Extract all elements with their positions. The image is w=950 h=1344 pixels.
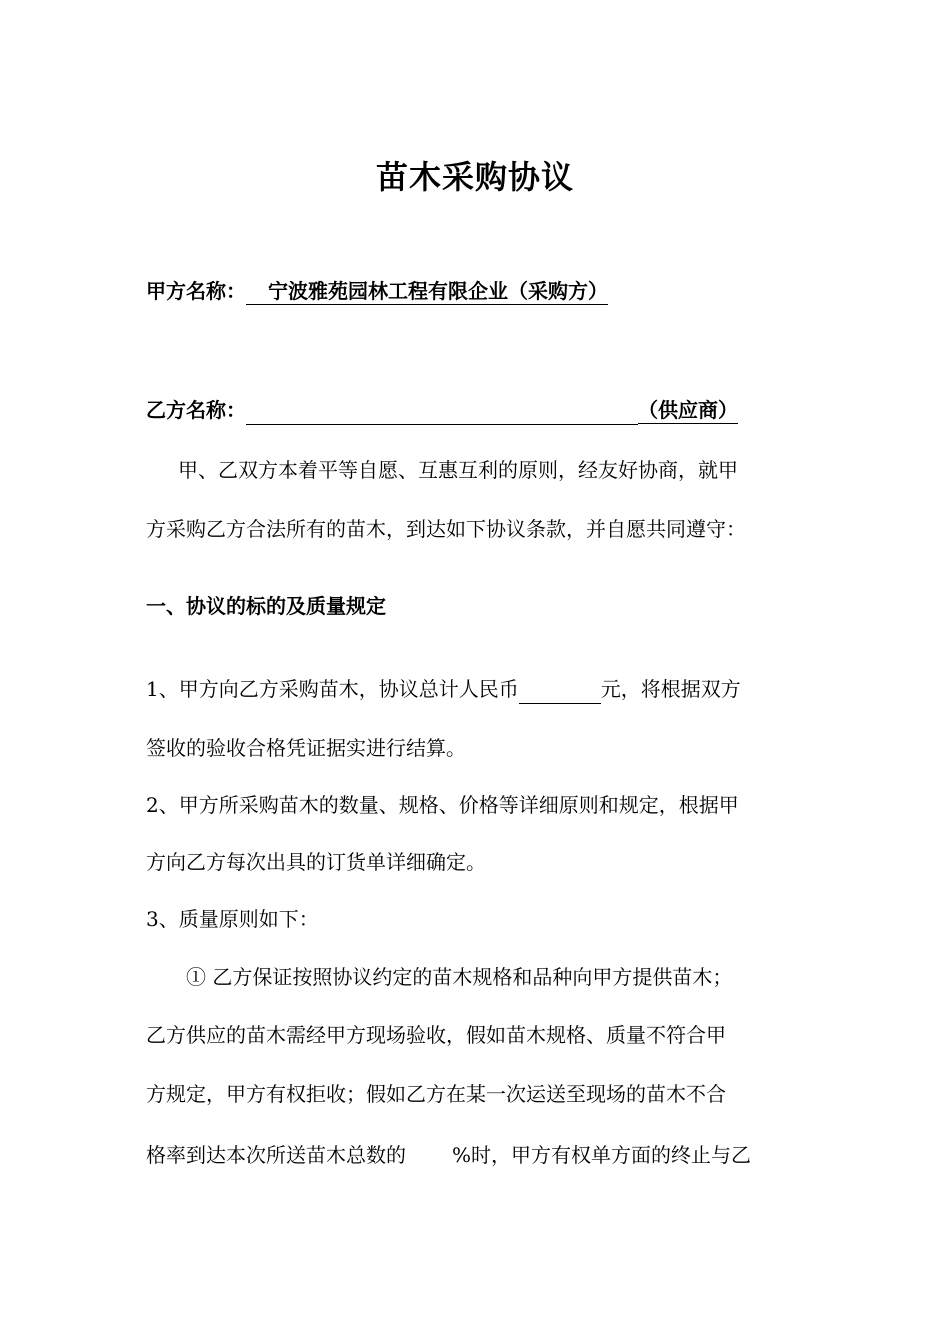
party-a-line xyxy=(146,276,811,306)
clause-3-line-5 xyxy=(146,1140,811,1170)
document-title: 苗木采购协议 xyxy=(375,158,574,196)
party-b-name-blank xyxy=(246,400,638,425)
clause-3-line-1: 3、质量原则如下： xyxy=(146,907,319,931)
clause-1-line-2: 签收的验收合格凭证据实进行结算。 xyxy=(146,736,466,760)
amount-blank xyxy=(519,681,601,704)
clause-2-line-2: 方向乙方每次出具的订货单详细确定。 xyxy=(146,850,486,874)
clause-3-line-5-before: 格率到达本次所送苗木总数的 xyxy=(146,1143,406,1167)
party-b-line xyxy=(146,395,811,425)
section-heading: 一、协议的标的及质量规定 xyxy=(146,594,386,618)
clause-1-line-1 xyxy=(146,674,811,704)
clause-1-text-before: 1、甲方向乙方采购苗木，协议总计人民币 xyxy=(146,677,519,701)
clause-3-sub-1: ① 乙方保证按照协议约定的苗木规格和品种向甲方提供苗木； xyxy=(186,965,733,989)
party-b-suffix: （供应商） xyxy=(638,398,738,422)
clause-2-line-1: 2、甲方所采购苗木的数量、规格、价格等详细原则和规定，根据甲 xyxy=(146,793,739,817)
intro-line-1: 甲、乙双方本着平等自愿、互惠互利的原则，经友好协商，就甲 xyxy=(178,458,738,482)
clause-1-text-after: 元，将根据双方 xyxy=(600,677,741,701)
party-b-label: 乙方名称： xyxy=(146,398,246,422)
clause-3-line-4: 方规定，甲方有权拒收；假如乙方在某一次运送至现场的苗木不合 xyxy=(146,1082,726,1106)
party-a-label: 甲方名称： xyxy=(146,279,246,303)
clause-3-line-3: 乙方供应的苗木需经甲方现场验收，假如苗木规格、质量不符合甲 xyxy=(146,1023,726,1047)
intro-line-2: 方采购乙方合法所有的苗木，到达如下协议条款，并自愿共同遵守： xyxy=(146,517,746,541)
party-a-name: 宁波雅苑园林工程有限企业（采购方） xyxy=(246,278,608,305)
clause-3-line-5-after: %时，甲方有权单方面的终止与乙 xyxy=(452,1143,752,1167)
